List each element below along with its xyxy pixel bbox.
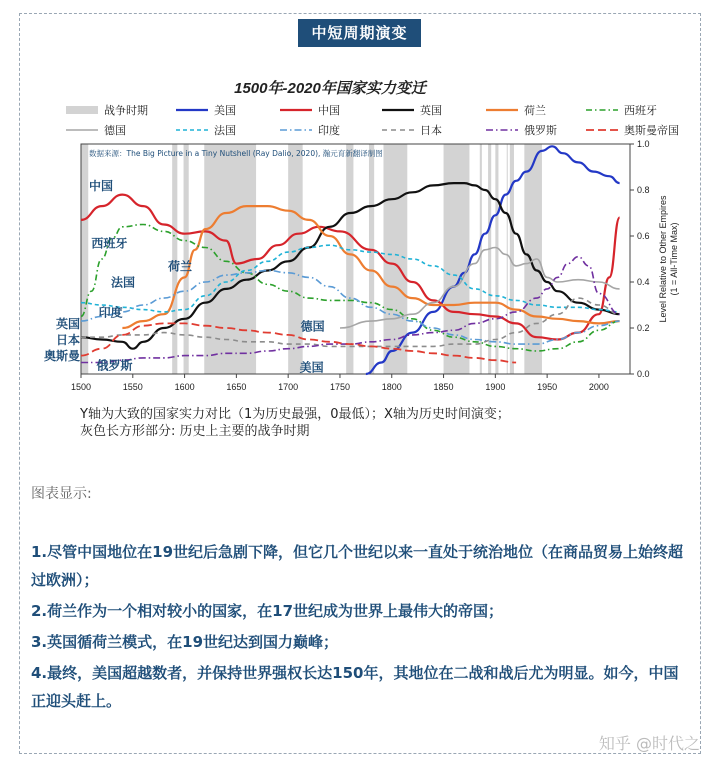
war-period-band [81,144,88,374]
y-tick-label: 0.0 [637,369,650,379]
legend-item [382,103,442,117]
conclusion-item: 4.最终，美国超越数者，并保持世界强权长达150年，其地位在二战和战后尤为明显。如今，中国正迎头赶上。 [31,664,679,710]
war-period-band [369,144,374,374]
shows-label: 图表显示: [31,486,92,502]
caption-war-periods: 灰色长方形部分: 历史上主要的战争时期 [80,424,310,439]
y-tick-label: 0.2 [637,323,650,333]
legend-item [586,103,657,117]
legend-item [176,123,236,137]
legend-item [66,103,148,117]
series-inline-label: 俄罗斯 [96,358,133,373]
y-tick-label: 0.4 [637,277,650,287]
series-inline-label: 日本 [55,333,80,348]
war-period-band [524,144,542,374]
legend-label: 德国 [104,124,126,137]
legend-label: 荷兰 [524,104,546,117]
legend-item [486,123,557,137]
conclusion-item: 3.英国循荷兰模式，在19世纪达到国力巅峰； [31,633,339,651]
x-tick-label: 1500 [70,382,92,392]
y-tick-label: 0.6 [637,231,650,241]
national-power-chart [30,70,690,400]
x-tick-label: 1650 [226,382,247,392]
x-tick-label: 1600 [174,382,195,392]
x-tick-label: 1950 [537,382,558,392]
section-title-badge: 中短周期演变 [298,19,421,47]
war-period-band [488,144,491,374]
x-tick-label: 1900 [485,382,506,392]
y-tick-label: 0.8 [637,185,650,195]
series-inline-label: 印度 [98,305,123,320]
plot-area [44,139,650,392]
series-inline-label: 奥斯曼 [43,349,80,364]
source-note: 数据来源：The Big Picture in a Tiny Nutshell (Ray Dalio, 2020), 瀚元育新翻译制图 [89,149,383,158]
series-inline-label: 西班牙 [91,236,128,251]
series-line [340,248,620,329]
x-tick-label: 1550 [122,382,143,392]
legend-item [486,103,546,117]
series-inline-label: 荷兰 [168,259,193,274]
legend-label: 印度 [318,124,340,137]
legend-label: 奥斯曼帝国 [624,124,679,137]
x-tick-label: 1700 [278,382,299,392]
legend-label: 西班牙 [624,104,657,117]
x-tick-label: 1800 [381,382,402,392]
legend-label: 英国 [420,104,442,117]
legend-item [66,124,126,137]
chart-title: 1500年-2020年国家实力变迁 [234,80,426,97]
y-axis-label: Level Relative to Other Empires(1 = All-Time Max) [658,195,679,323]
legend-item [280,123,340,137]
legend-label: 俄罗斯 [524,124,557,137]
zhihu-watermark: 知乎 @时代之 [598,734,700,753]
legend-item [280,103,340,117]
war-period-band [346,144,353,374]
x-tick-label: 1750 [329,382,350,392]
legend-label: 法国 [214,124,236,137]
series-inline-label: 美国 [299,360,324,375]
series-inline-label: 中国 [89,179,114,193]
legend-label: 美国 [214,104,236,117]
series-inline-label: 法国 [111,275,136,290]
legend-label: 中国 [318,104,340,117]
legend-label: 战争时期 [104,104,148,117]
war-period-band [507,144,508,374]
legend-item [176,104,236,117]
series-inline-label: 德国 [300,319,325,334]
conclusion-item: 2.荷兰作为一个相对较小的国家，在17世纪成为世界上最伟大的帝国； [31,602,504,620]
x-tick-label: 1850 [433,382,454,392]
x-tick-label: 2000 [588,382,609,392]
war-period-band [204,144,256,374]
y-tick-label: 1.0 [637,139,650,149]
legend-label: 日本 [420,124,442,137]
legend-item [382,123,442,137]
chart-legend [66,103,679,137]
legend-item [586,123,679,137]
caption-axis-explanation: Y轴为大致的国家实力对比（1为历史最强，0最低）；X轴为历史时间演变； [80,407,510,422]
series-inline-label: 英国 [55,317,80,331]
conclusion-list [31,538,691,718]
legend-swatch [66,106,98,114]
conclusion-item: 1.尽管中国地位在19世纪后急剧下降，但它几个世纪以来一直处于统治地位（在商品贸易上始终超过欧洲）； [31,543,684,589]
